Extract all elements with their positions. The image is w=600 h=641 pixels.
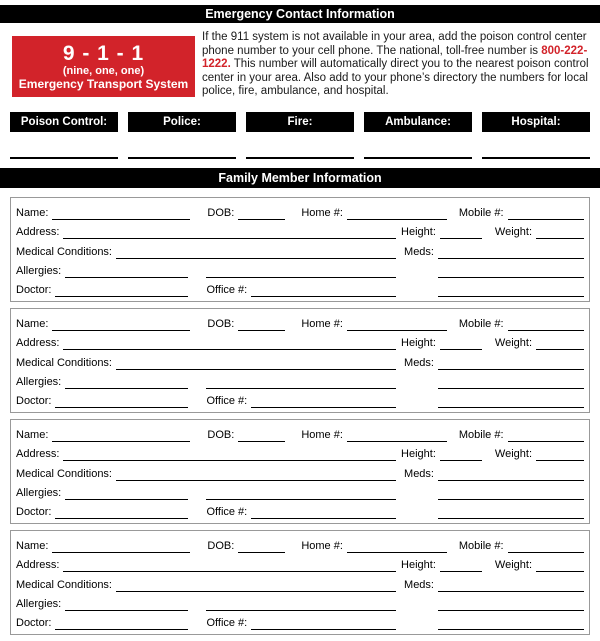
office-phone-label: Office #:: [206, 284, 248, 296]
instructions-text-before: If the 911 system is not available in your area, add the poison control center phone number to your cell phone. The national, toll-free number is: [202, 31, 587, 57]
ambulance-blank-line: [364, 142, 472, 159]
address-blank-line: [63, 346, 396, 350]
allergies-blank-line: [65, 607, 188, 611]
medical-conditions-label: Medical Conditions:: [16, 245, 112, 258]
mobile-phone-label: Mobile #:: [458, 540, 504, 552]
member-row-doctor: [16, 391, 584, 408]
name-label: Name:: [16, 429, 49, 441]
weight-blank-line: [536, 568, 584, 572]
mobile-phone-label: Mobile #:: [458, 318, 504, 330]
911-words: (nine, one, one): [62, 65, 145, 77]
name-blank-line: [52, 549, 190, 553]
height-label: Height:: [401, 448, 436, 461]
member-row-address: [16, 222, 584, 239]
name-blank-line: [52, 438, 190, 442]
meds-blank-line: [438, 477, 584, 481]
meds-continuation-line-2: [438, 626, 584, 630]
allergies-blank-line-2: [206, 607, 396, 611]
dob-blank-line: [238, 438, 285, 442]
member-row-doctor: [16, 613, 584, 630]
dob-label: DOB:: [207, 207, 235, 219]
emergency-contacts-row: [10, 112, 590, 132]
member-row-name: [16, 536, 584, 553]
meds-continuation-line: [438, 496, 584, 500]
mobile-phone-blank-line: [508, 549, 584, 553]
address-blank-line: [63, 568, 396, 572]
family-member-header: Family Member Information: [0, 168, 600, 188]
weight-blank-line: [536, 235, 584, 239]
address-label: Address:: [16, 226, 60, 239]
member-row-address: [16, 444, 584, 461]
height-blank-line: [440, 457, 482, 461]
meds-label: Meds:: [404, 356, 434, 369]
allergies-blank-line-2: [206, 385, 396, 389]
dob-blank-line: [238, 549, 285, 553]
office-phone-blank-line: [251, 404, 396, 408]
mobile-phone-label: Mobile #:: [458, 429, 504, 441]
member-row-name: [16, 425, 584, 442]
contact-label-police: Police:: [128, 112, 236, 132]
meds-blank-line: [438, 366, 584, 370]
dob-label: DOB:: [207, 429, 235, 441]
contact-label-ambulance: Ambulance:: [364, 112, 472, 132]
emergency-contact-header: Emergency Contact Information: [0, 5, 600, 23]
weight-label: Weight:: [494, 559, 532, 572]
contact-label-fire: Fire:: [246, 112, 354, 132]
meds-continuation-line: [438, 385, 584, 389]
member-row-name: [16, 203, 584, 220]
member-row-address: [16, 555, 584, 572]
weight-blank-line: [536, 457, 584, 461]
name-label: Name:: [16, 540, 49, 552]
home-phone-blank-line: [347, 327, 447, 331]
name-blank-line: [52, 327, 190, 331]
member-row-allergies: [16, 594, 584, 611]
medical-conditions-label: Medical Conditions:: [16, 578, 112, 591]
allergies-blank-line-2: [206, 496, 396, 500]
address-label: Address:: [16, 337, 60, 350]
family-member-block: [10, 197, 590, 302]
poison-control-blank-line: [10, 142, 118, 159]
allergies-label: Allergies:: [16, 375, 62, 388]
weight-label: Weight:: [494, 226, 532, 239]
emergency-contacts-blank-lines: [10, 142, 590, 159]
home-phone-label: Home #:: [301, 429, 343, 441]
meds-continuation-line-2: [438, 293, 584, 297]
allergies-blank-line: [65, 274, 188, 278]
poison-control-phone-number: 800-222-1222.: [202, 44, 588, 70]
poison-control-instructions: [202, 31, 592, 99]
fire-blank-line: [246, 142, 354, 159]
name-label: Name:: [16, 207, 49, 219]
member-row-allergies: [16, 372, 584, 389]
meds-continuation-line-2: [438, 404, 584, 408]
member-row-doctor: [16, 502, 584, 519]
doctor-label: Doctor:: [16, 284, 52, 296]
911-number: 9 - 1 - 1: [62, 42, 145, 65]
address-label: Address:: [16, 559, 60, 572]
member-row-address: [16, 333, 584, 350]
911-emergency-box: [12, 36, 195, 97]
dob-label: DOB:: [207, 318, 235, 330]
doctor-label: Doctor:: [16, 395, 52, 407]
family-member-blocks: [10, 197, 590, 641]
instructions-text-after: This number will automatically direct you to the nearest poison control center in your area. Also add to your phone’s directory the numbers for local police, fire, ambulance, and hospital.: [202, 58, 589, 97]
meds-label: Meds:: [404, 578, 434, 591]
member-row-medical: [16, 242, 584, 259]
doctor-label: Doctor:: [16, 506, 52, 518]
medical-conditions-label: Medical Conditions:: [16, 467, 112, 480]
medical-conditions-blank-line: [116, 588, 396, 592]
home-phone-label: Home #:: [301, 540, 343, 552]
member-row-allergies: [16, 483, 584, 500]
member-row-medical: [16, 575, 584, 592]
hospital-blank-line: [482, 142, 590, 159]
name-blank-line: [52, 216, 190, 220]
office-phone-blank-line: [251, 626, 396, 630]
allergies-label: Allergies:: [16, 264, 62, 277]
height-label: Height:: [401, 337, 436, 350]
height-label: Height:: [401, 226, 436, 239]
address-label: Address:: [16, 448, 60, 461]
office-phone-blank-line: [251, 515, 396, 519]
meds-continuation-line-2: [438, 515, 584, 519]
dob-label: DOB:: [207, 540, 235, 552]
meds-blank-line: [438, 588, 584, 592]
meds-label: Meds:: [404, 245, 434, 258]
height-label: Height:: [401, 559, 436, 572]
address-blank-line: [63, 235, 396, 239]
allergies-blank-line: [65, 385, 188, 389]
911-caption: Emergency Transport System: [18, 77, 189, 91]
meds-continuation-line: [438, 274, 584, 278]
name-label: Name:: [16, 318, 49, 330]
meds-label: Meds:: [404, 467, 434, 480]
meds-continuation-line: [438, 607, 584, 611]
member-row-doctor: [16, 280, 584, 297]
police-blank-line: [128, 142, 236, 159]
medical-conditions-blank-line: [116, 477, 396, 481]
doctor-label: Doctor:: [16, 617, 52, 629]
family-member-block: [10, 308, 590, 413]
office-phone-label: Office #:: [206, 617, 248, 629]
mobile-phone-blank-line: [508, 327, 584, 331]
dob-blank-line: [238, 327, 285, 331]
mobile-phone-label: Mobile #:: [458, 207, 504, 219]
home-phone-label: Home #:: [301, 318, 343, 330]
family-member-block: [10, 419, 590, 524]
home-phone-label: Home #:: [301, 207, 343, 219]
home-phone-blank-line: [347, 216, 447, 220]
family-member-block: [10, 530, 590, 635]
home-phone-blank-line: [347, 549, 447, 553]
medical-conditions-label: Medical Conditions:: [16, 356, 112, 369]
contact-label-poison-control: Poison Control:: [10, 112, 118, 132]
home-phone-blank-line: [347, 438, 447, 442]
mobile-phone-blank-line: [508, 438, 584, 442]
member-row-medical: [16, 464, 584, 481]
office-phone-blank-line: [251, 293, 396, 297]
medical-conditions-blank-line: [116, 255, 396, 259]
doctor-blank-line: [55, 515, 188, 519]
contact-label-hospital: Hospital:: [482, 112, 590, 132]
height-blank-line: [440, 568, 482, 572]
allergies-blank-line-2: [206, 274, 396, 278]
weight-label: Weight:: [494, 448, 532, 461]
member-row-allergies: [16, 261, 584, 278]
mobile-phone-blank-line: [508, 216, 584, 220]
doctor-blank-line: [55, 626, 188, 630]
member-row-medical: [16, 353, 584, 370]
doctor-blank-line: [55, 404, 188, 408]
member-row-name: [16, 314, 584, 331]
address-blank-line: [63, 457, 396, 461]
allergies-blank-line: [65, 496, 188, 500]
height-blank-line: [440, 346, 482, 350]
weight-blank-line: [536, 346, 584, 350]
allergies-label: Allergies:: [16, 597, 62, 610]
height-blank-line: [440, 235, 482, 239]
allergies-label: Allergies:: [16, 486, 62, 499]
weight-label: Weight:: [494, 337, 532, 350]
office-phone-label: Office #:: [206, 395, 248, 407]
meds-blank-line: [438, 255, 584, 259]
office-phone-label: Office #:: [206, 506, 248, 518]
dob-blank-line: [238, 216, 285, 220]
doctor-blank-line: [55, 293, 188, 297]
medical-conditions-blank-line: [116, 366, 396, 370]
